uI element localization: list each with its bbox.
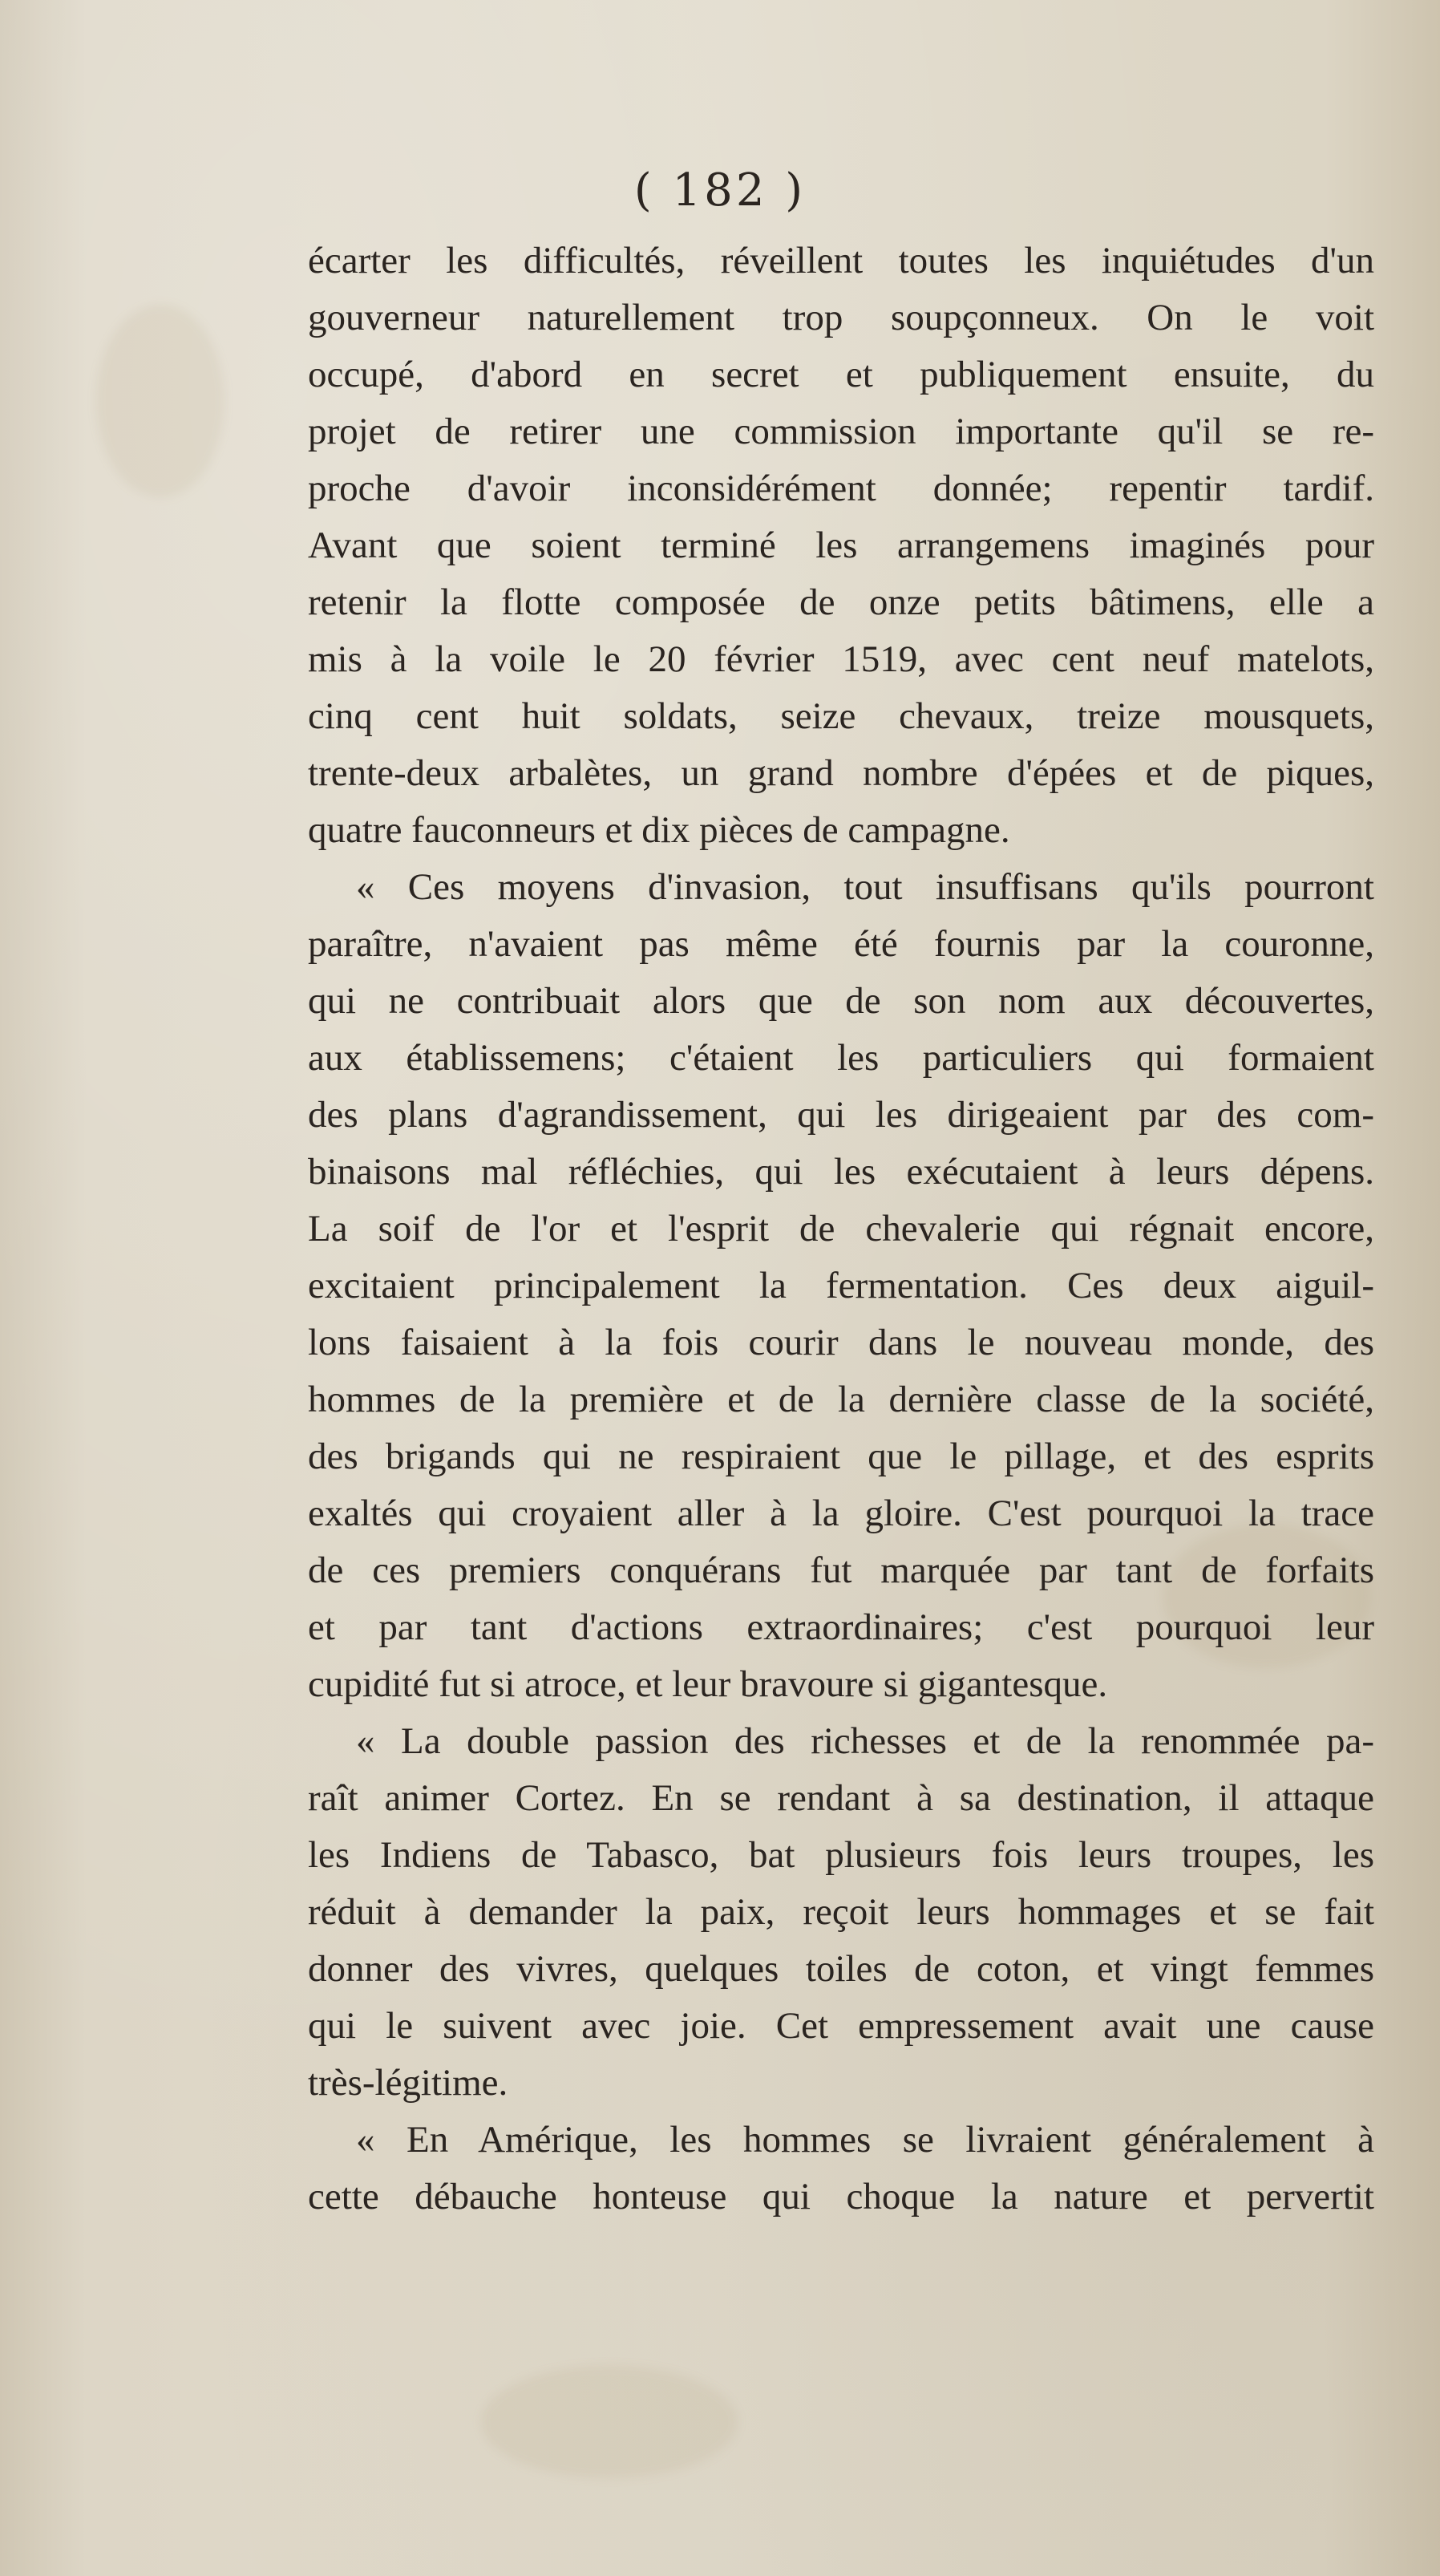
text-line: aux établissemens; c'étaient les particuliers qui formaient — [308, 1037, 1374, 1079]
text-line: réduit à demander la paix, reçoit leurs hommages et se fait — [308, 1891, 1374, 1933]
text-line: exaltés qui croyaient aller à la gloire. C'est pourquoi la trace — [308, 1493, 1374, 1534]
text-line: des brigands qui ne respiraient que le pillage, et des esprits — [308, 1436, 1374, 1477]
text-line: trente-deux arbalètes, un grand nombre d'épées et de piques, — [308, 752, 1374, 794]
text-line: les Indiens de Tabasco, bat plusieurs fois leurs troupes, les — [308, 1834, 1374, 1876]
text-line: « En Amérique, les hommes se livraient généralement à — [356, 2119, 1374, 2161]
body-text — [308, 233, 1374, 2226]
paper-stain — [481, 2366, 738, 2478]
text-line: binaisons mal réfléchies, qui les exécutaient à leurs dépens. — [308, 1151, 1374, 1193]
text-line: La soif de l'or et l'esprit de chevalerie qui régnait encore, — [308, 1208, 1374, 1250]
text-line: et par tant d'actions extraordinaires; c'est pourquoi leur — [308, 1606, 1374, 1648]
text-line: « La double passion des richesses et de la renommée pa- — [356, 1720, 1374, 1762]
text-line: paraître, n'avaient pas même été fournis par la couronne, — [308, 923, 1374, 965]
text-line: quatre fauconneurs et dix pièces de campagne. — [308, 809, 1010, 851]
text-line: donner des vivres, quelques toiles de coton, et vingt femmes — [308, 1948, 1374, 1990]
text-line: occupé, d'abord en secret et publiquement ensuite, du — [308, 354, 1374, 395]
text-line: écarter les difficultés, réveillent toutes les inquiétudes d'un — [308, 240, 1374, 281]
text-line: mis à la voile le 20 février 1519, avec cent neuf matelots, — [308, 638, 1374, 680]
text-line: gouverneur naturellement trop soupçonneux. On le voit — [308, 297, 1374, 338]
text-line: qui le suivent avec joie. Cet empressement avait une cause — [308, 2005, 1374, 2047]
text-line: « Ces moyens d'invasion, tout insuffisans qu'ils pourront — [356, 866, 1374, 908]
text-line: des plans d'agrandissement, qui les dirigeaient par des com- — [308, 1094, 1374, 1136]
text-line: cupidité fut si atroce, et leur bravoure si gigantesque. — [308, 1663, 1108, 1705]
text-line: lons faisaient à la fois courir dans le nouveau monde, des — [308, 1322, 1374, 1363]
text-line: projet de retirer une commission importante qu'il se re- — [308, 411, 1374, 452]
text-line: Avant que soient terminé les arrangemens imaginés pour — [308, 525, 1374, 566]
paper-stain — [96, 305, 224, 497]
text-line: raît animer Cortez. En se rendant à sa destination, il attaque — [308, 1777, 1374, 1819]
text-line: proche d'avoir inconsidérément donnée; repentir tardif. — [308, 468, 1374, 509]
text-line: cette débauche honteuse qui choque la nature et pervertit — [308, 2176, 1374, 2218]
text-line: qui ne contribuait alors que de son nom aux découvertes, — [308, 980, 1374, 1022]
text-line: hommes de la première et de la dernière classe de la société, — [308, 1379, 1374, 1420]
text-line: de ces premiers conquérans fut marquée par tant de forfaits — [308, 1549, 1374, 1591]
text-line: excitaient principalement la fermentation. Ces deux aiguil- — [308, 1265, 1374, 1306]
text-line: retenir la flotte composée de onze petits bâtimens, elle a — [308, 581, 1374, 623]
text-line: cinq cent huit soldats, seize chevaux, treize mousquets, — [308, 695, 1374, 737]
text-line: très-légitime. — [308, 2062, 508, 2104]
page-number: ( 182 ) — [633, 164, 807, 217]
